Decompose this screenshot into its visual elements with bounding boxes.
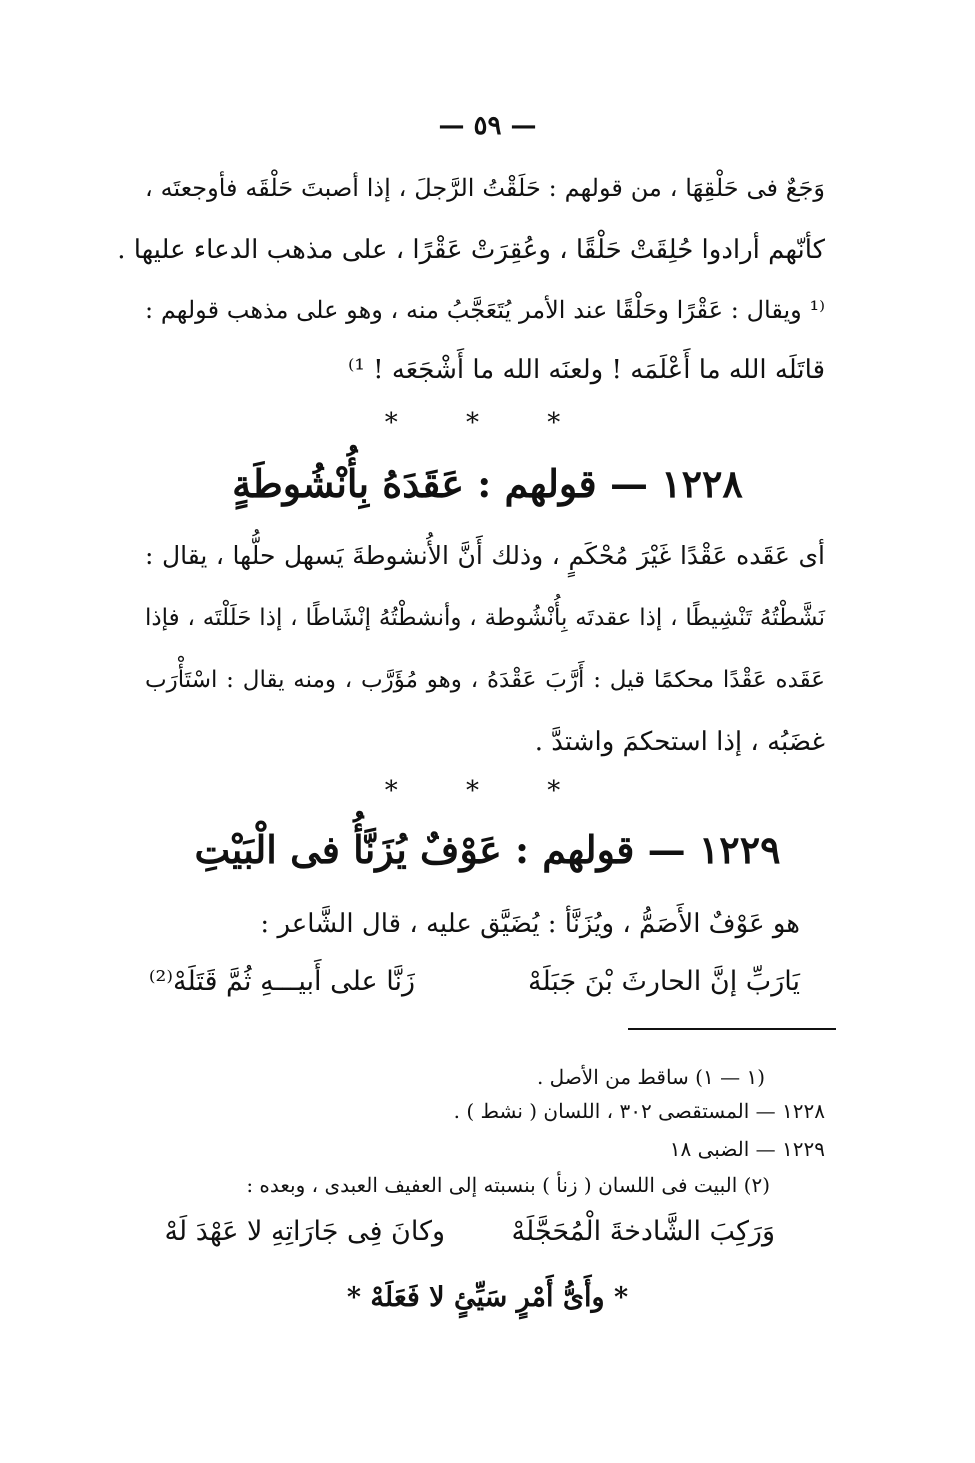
- footnote-line-1: (١ — ١) ساقط من الأصل .: [536, 1065, 765, 1089]
- section-dash: —: [609, 461, 648, 506]
- footnote-line-3: ١٢٢٩ — الضبى ١٨: [669, 1137, 825, 1161]
- footnote-rule: [628, 1028, 836, 1030]
- section-title: قولهم : عَقَدَهُ بِأُنْشُوطَةٍ: [232, 461, 597, 506]
- section-heading-1228: [0, 456, 975, 512]
- footnote-line-2: ١٢٢٨ — المستقصى ٣٠٢ ، اللسان ( نشط ) .: [453, 1099, 825, 1123]
- footnote-verse-right: وَرَكِبَ الشَّادخةَ الْمُحَجَّلَهْ: [511, 1216, 775, 1247]
- section-title: قولهم : عَوْفٌ يُزَنَّأُ فى الْبَيْتِ: [194, 827, 635, 872]
- section-separator: * * *: [384, 408, 591, 438]
- verse-hemistich-right: يَارَبِّ إنَّ الحارثَ بْنَ جَبَلَهْ: [527, 966, 800, 997]
- intro-line-2: كأنّهم أرادوا حُلِقَتْ حَلْقًا ، وعُقِرَتْ عَقْرًا ، على مذهب الدعاء عليها .: [117, 235, 825, 265]
- footnote-verse-center: * وأَىُّ أَمْرٍ سَيِّئٍ لا فَعَلَهْ *: [346, 1282, 629, 1313]
- section-separator: * * *: [384, 776, 591, 806]
- section-dash: —: [647, 827, 686, 872]
- section-1228-line-1: أى عَقَده عَقْدًا غَيْرَ مُحْكَمٍ ، وذلك أَنَّ الأُنشوطةَ يَسهل حلُّها ، يقال :: [145, 541, 825, 570]
- verse-hemistich-left: زَنَّا على أَبيـــهِ ثُمَّ قَتَلَهْ⁽²⁾: [148, 966, 415, 997]
- footnote-line-4: (٢) البيت فى اللسان ( زنأ ) بنسبته إلى العفيف العبدى ، وبعده :: [246, 1173, 770, 1197]
- intro-line-4: قاتَلَه الله ما أَعْلَمَه ! ولعنَه الله ما أَشْجَعَه ! ¹⁾: [348, 355, 825, 385]
- page-number: — ٥٩ —: [438, 111, 537, 141]
- section-1228-line-2: نَشَّطْتُهُ تَنْشِيطًا ، إذا عقدتَه بِأُنْشُوطة ، وأنشطْتُهُ إنْشَاطًا ، إذا حَلَلْتَه ، فإذا: [145, 605, 825, 631]
- section-1228-line-4: غضَبُه ، إذا استحكمَ واشتدَّ .: [534, 727, 825, 757]
- intro-line-1: وَجَعٌ فى حَلْقِهَا ، من قولهم : حَلَقْتُ الرَّجلَ ، إذا أصبتَ حَلْقَه فأوجعتَه ،: [145, 174, 825, 202]
- section-number: ١٢٢٩: [698, 827, 781, 872]
- section-heading-1229: [0, 822, 975, 878]
- section-number: ١٢٢٨: [661, 461, 743, 506]
- intro-line-3: ⁽¹ ويقال : عَقْرًا وحَلْقًا عند الأمر يُتَعَجَّبُ منه ، وهو على مذهب قولهم :: [145, 296, 825, 324]
- section-1229-line-1: هو عَوْفٌ الأَصَمُّ ، ويُزَنَّأ : يُضَيَّق عليه ، قال الشَّاعر :: [260, 909, 800, 939]
- footnote-verse-left: وكانَ فِى جَارَاتِهِ لا عَهْدَ لَهْ: [164, 1216, 445, 1247]
- section-1228-line-3: عَقَده عَقْدًا محكمًا قيل : أَرَّبَ عَقْدَهُ ، وهو مُؤَرَّب ، ومنه يقال : اسْتَأْرَب: [145, 667, 825, 693]
